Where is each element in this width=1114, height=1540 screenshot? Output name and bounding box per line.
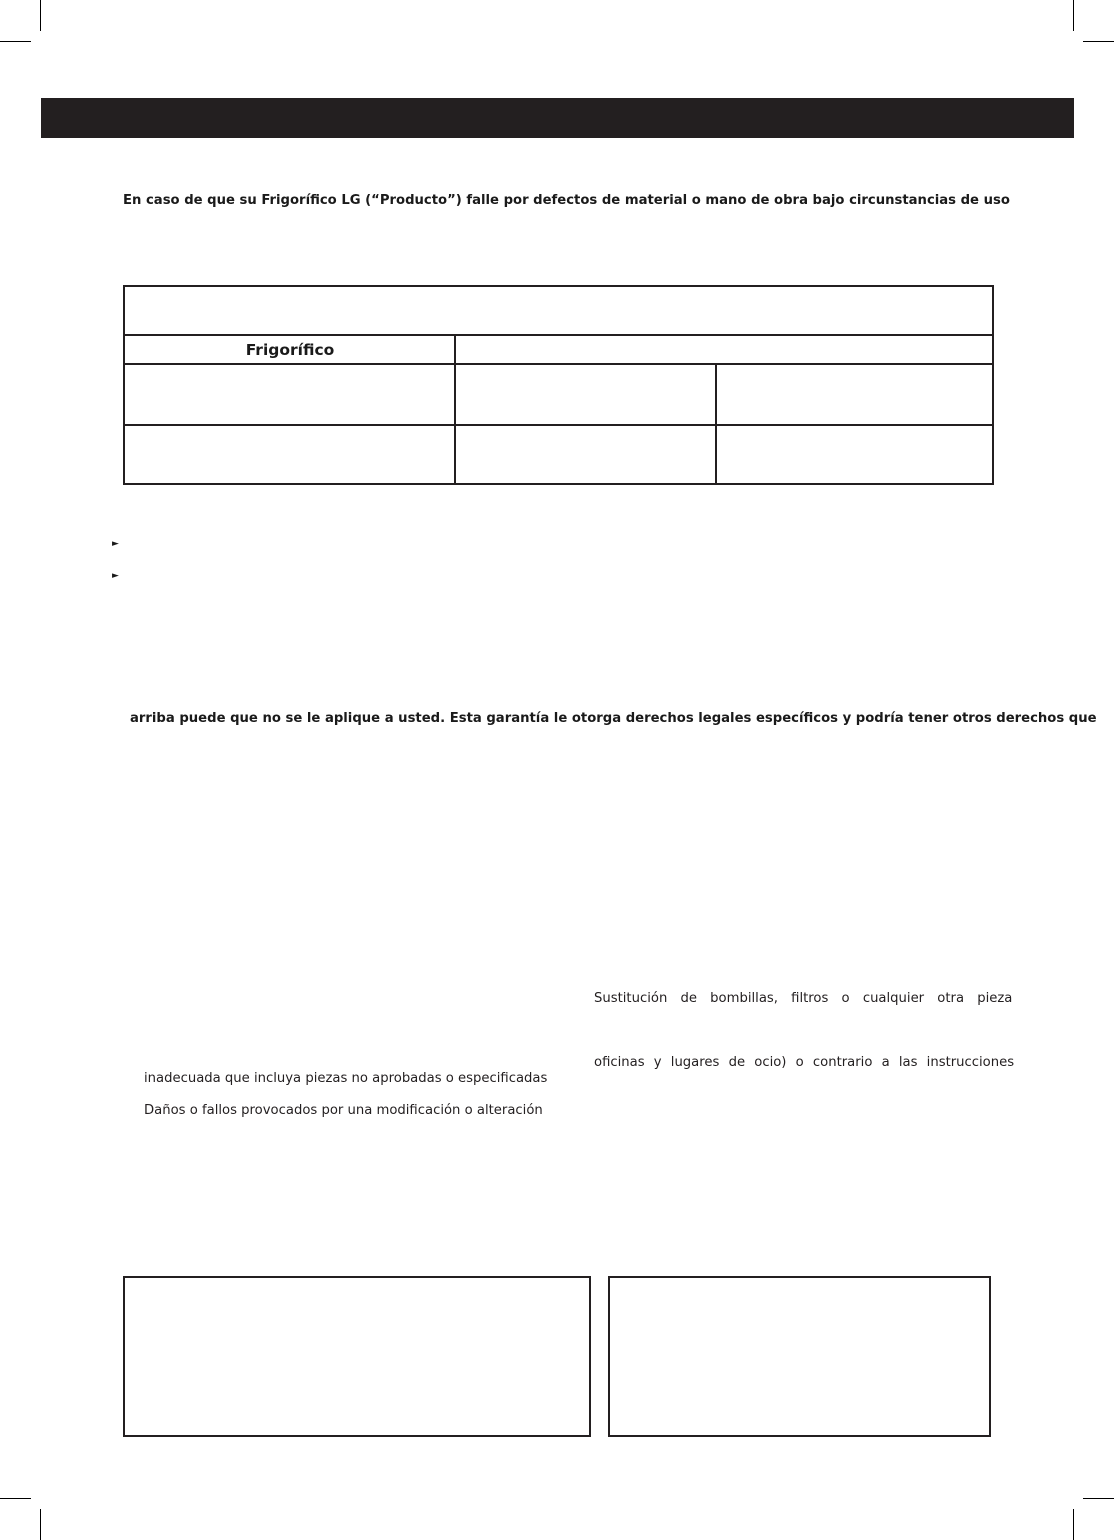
crop-mark bbox=[0, 41, 31, 42]
table-rule bbox=[125, 424, 992, 426]
exclusion-text-line: Sustitución de bombillas, filtros o cualquier otra pieza bbox=[594, 991, 1013, 1006]
exclusion-text-line: oficinas y lugares de ocio) o contrario a las instrucciones bbox=[594, 1055, 1015, 1070]
bullet-arrow: ► bbox=[112, 539, 119, 549]
crop-mark bbox=[40, 0, 41, 31]
crop-mark bbox=[1073, 1509, 1074, 1540]
exclusion-text-line: inadecuada que incluya piezas no aprobadas o especificadas bbox=[144, 1071, 548, 1086]
contact-box-right bbox=[608, 1276, 991, 1437]
contact-box-left bbox=[123, 1276, 591, 1437]
crop-mark bbox=[1083, 41, 1114, 42]
product-label-cell: Frigorífico bbox=[245, 341, 335, 359]
legal-rights-paragraph: arriba puede que no se le aplique a usted. Esta garantía le otorga derechos legales específicos y podría tener otros derechos que bbox=[130, 711, 1097, 726]
crop-mark bbox=[1073, 0, 1074, 31]
crop-mark bbox=[40, 1509, 41, 1540]
crop-mark bbox=[1083, 1498, 1114, 1499]
intro-paragraph: En caso de que su Frigorífico LG (“Producto”) falle por defectos de material o mano de obra bajo circunstancias de uso bbox=[123, 193, 1010, 208]
exclusion-text-line: Daños o fallos provocados por una modificación o alteración bbox=[144, 1103, 543, 1118]
table-rule bbox=[715, 363, 717, 483]
crop-mark bbox=[0, 1498, 31, 1499]
bullet-arrow: ► bbox=[112, 571, 119, 581]
page-header-bar bbox=[41, 98, 1074, 138]
warranty-table bbox=[123, 285, 994, 485]
